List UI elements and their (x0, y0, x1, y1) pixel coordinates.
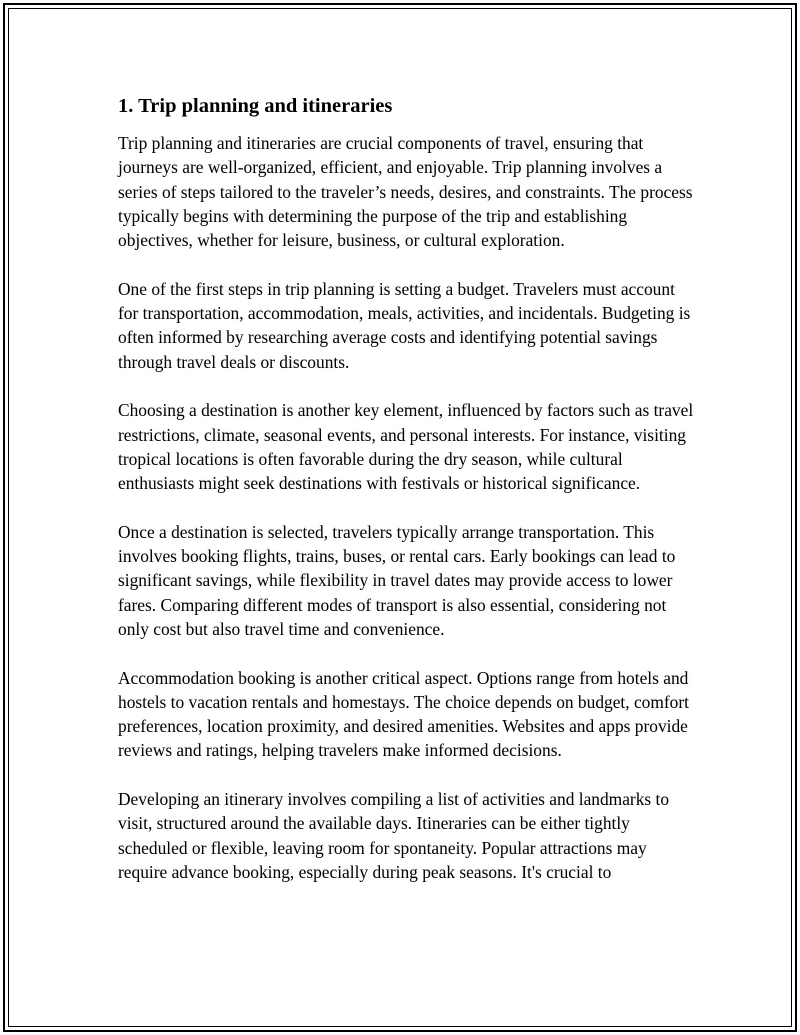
document-body (118, 92, 698, 909)
paragraph-budget: One of the first steps in trip planning is setting a budget. Travelers must account for transportation, accommodation, meals, activities, and incidentals. Budgeting is often informed by researching average costs and identifying potential savings through travel deals or discounts. (118, 278, 691, 372)
paragraph-intro: Trip planning and itineraries are crucial components of travel, ensuring that journeys are well-organized, efficient, and enjoyable. Trip planning involves a series of steps tailored to the traveler’s needs, desires, and constraints. The process typically begins with determining the purpose of the trip and establishing objectives, whether for leisure, business, or cultural exploration. (118, 133, 693, 251)
paragraph-transportation: Once a destination is selected, travelers typically arrange transportation. This involves booking flights, trains, buses, or rental cars. Early bookings can lead to significant savings, while flexibility in travel dates may provide access to lower fares. Comparing different modes of transport is also essential, considering not only cost but also travel time and convenience. (118, 521, 676, 639)
section-heading: 1. Trip planning and itineraries (118, 95, 393, 117)
paragraph-itinerary: Developing an itinerary involves compiling a list of activities and landmarks to visit, structured around the available days. Itineraries can be either tightly scheduled or flexible, leaving room for spontaneity. Popular attractions may require advance booking, especially during peak seasons. It's crucial to (118, 789, 670, 882)
paragraph-destination: Choosing a destination is another key element, influenced by factors such as travel restrictions, climate, seasonal events, and personal interests. For instance, visiting tropical locations is often favorable during the dry season, while cultural enthusiasts might seek destinations with festivals or historical significance. (118, 400, 694, 494)
paragraph-accommodation: Accommodation booking is another critical aspect. Options range from hotels and hostels to vacation rentals and homestays. The choice depends on budget, comfort preferences, location proximity, and desired amenities. Websites and apps provide reviews and ratings, helping travelers make informed decisions. (118, 667, 690, 761)
